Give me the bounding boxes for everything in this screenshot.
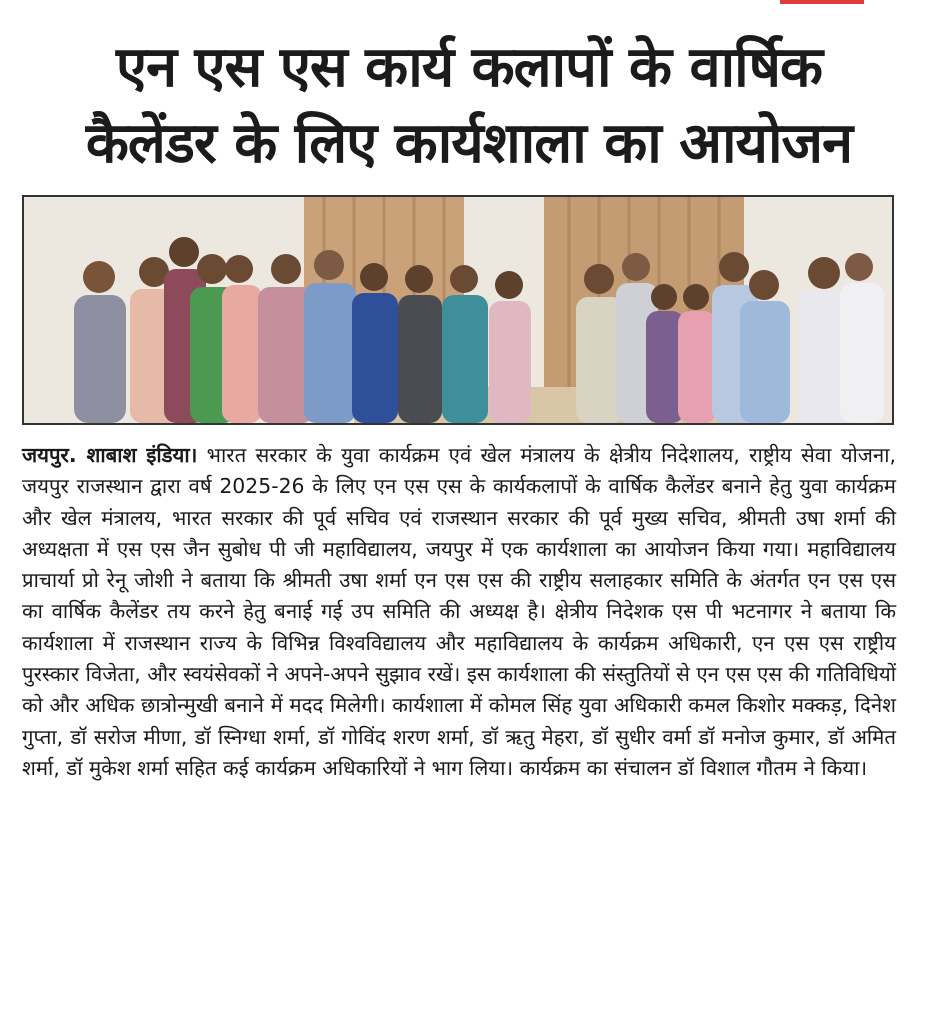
headline-line-1: एन एस एस कार्य कलापों के वार्षिक [116, 35, 822, 100]
group-photo [22, 195, 894, 425]
article-text: भारत सरकार के युवा कार्यक्रम एवं खेल मंत्रालय के क्षेत्रीय निदेशालय, राष्ट्रीय सेवा योजना, जयपुर राजस्थान द्वारा वर्ष 2025-26 के लिए एन एस एस के कार्यकलापों के वार्षिक कैलेंडर बनाने हेतु युवा कार्यक्रम और खेल मंत्रालय, भारत सरकार की पूर्व सचिव एवं राजस्थान सरकार की पूर्व मुख्य सचिव, श्रीमती उषा शर्मा की अध्यक्षता में एस एस जैन सुबोध पी जी महाविद्यालय, जयपुर में एक कार्यशाला का आयोजन किया गया। महाविद्यालय प्राचार्या प्रो रेनू जोशी ने बताया कि श्रीमती उषा शर्मा एन एस एस की राष्ट्रीय सलाहकार समिति के अंतर्गत एन एस एस का वार्षिक कैलेंडर तय करने हेतु बनाई गई उप समिति की अध्यक्ष है। क्षेत्रीय निदेशक एस पी भटनागर ने बताया कि कार्यशाला में राजस्थान राज्य के विभिन्न विश्वविद्यालय और महाविद्यालय के कार्यक्रम अधिकारी, एन एस एस राष्ट्रीय पुरस्कार विजेता, और स्वयंसेवकों ने अपने-अपने सुझाव रखें। इस कार्यशाला की संस्तुतियों से एन एस एस की गतिविधियों को और अधिक छात्रोन्मुखी बनाने में मदद मिलेगी। कार्यशाला में कोमल सिंह युवा अधिकारी कमल किशोर मक्कड़, दिनेश गुप्ता, डॉ सरोज मीणा, डॉ स्निग्धा शर्मा, डॉ गोविंद शरण शर्मा, डॉ ऋतु मेहरा, डॉ सुधीर वर्मा डॉ मनोज कुमार, डॉ अमित शर्मा, डॉ मुकेश शर्मा सहित कई कार्यक्रम अधिकारियों ने भाग लिया। कार्यक्रम का संचालन डॉ विशाल गौतम ने किया। [22, 443, 897, 780]
article-headline [20, 30, 918, 182]
article-dateline: जयपुर. शाबाश इंडिया। [22, 443, 198, 467]
top-accent-bar [780, 0, 864, 4]
headline-line-2: कैलेंडर के लिए कार्यशाला का आयोजन [85, 111, 853, 176]
article-body [22, 440, 896, 784]
